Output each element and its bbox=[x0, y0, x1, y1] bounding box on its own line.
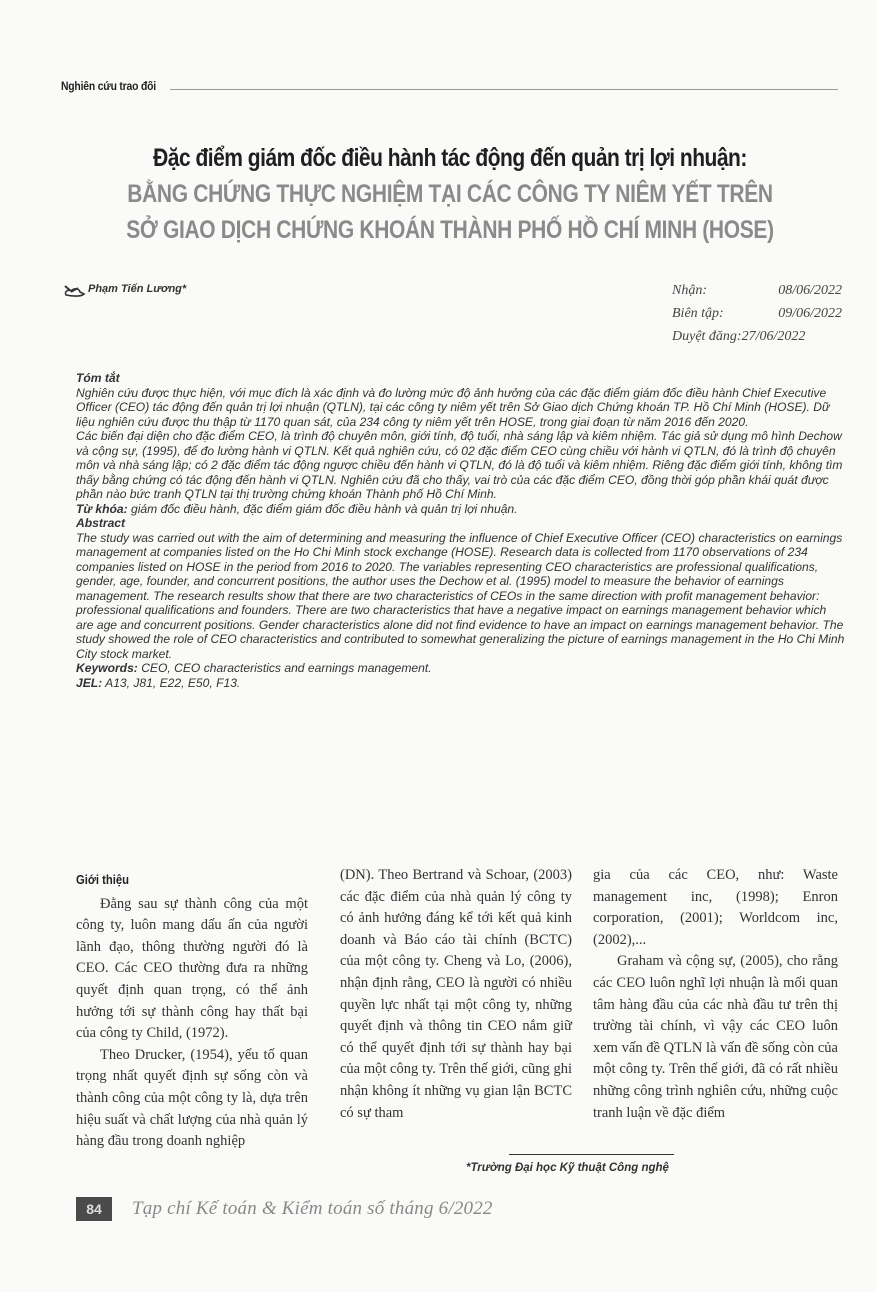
body-paragraph: gia của các CEO, như: Waste management inc, (1998); Enron corporation, (2001); Worldcom inc, (2002),... bbox=[593, 867, 838, 948]
body-paragraph: Đằng sau sự thành công của một công ty, luôn mang dấu ấn của người lãnh đạo, thông thường người đó là CEO. Các CEO thường đưa ra những quyết định quan trọng, có thể ảnh hưởng tới sự thành công hay thất bại của công ty Child, (1972). bbox=[76, 895, 308, 1042]
body-column-2 bbox=[340, 865, 572, 1124]
date-received bbox=[672, 279, 842, 302]
section-divider bbox=[170, 89, 838, 90]
date-edited bbox=[672, 302, 842, 325]
abstract-vi-paragraph-1: Nghiên cứu được thực hiện, với mục đích là xác định và đo lường mức độ ảnh hưởng của các đặc điểm giám đốc điều hành Chief Executive Officer (CEO) tác động đến quản trị lợi nhuận (QTLN), tại các công ty niêm yết trên Sở Giao dịch Chứng khoán TP. Hồ Chí Minh (HOSE). Dữ liệu nghiên cứu được thu thập từ 1170 quan sát, của 234 công ty niêm yết trên HOSE, trong giai đoạn từ năm 2016 đến 2020. bbox=[76, 385, 830, 429]
section-header bbox=[61, 76, 838, 98]
date-label: Nhận: bbox=[672, 283, 707, 298]
body-paragraph: Theo Drucker, (1954), yếu tố quan trọng nhất quyết định sự sống còn và thành công của một công ty là, dựa trên hiệu suất và chất lượng của nhà quản lý hàng đầu trong doanh nghiệp bbox=[76, 1046, 308, 1150]
date-value: 27/06/2022 bbox=[741, 329, 806, 344]
jel-codes bbox=[76, 676, 846, 691]
keywords-en-label: Keywords: bbox=[76, 661, 138, 675]
page-footer bbox=[76, 1197, 493, 1221]
abstract-vi-heading: Tóm tắt bbox=[76, 371, 120, 385]
keywords-vi-text: giám đốc điều hành, đặc điểm giám đốc điều hành và quản trị lợi nhuận. bbox=[131, 501, 518, 516]
body-column-3 bbox=[593, 865, 838, 1124]
jel-label: JEL: bbox=[76, 675, 103, 690]
footnote-divider bbox=[509, 1154, 674, 1155]
abstract-block bbox=[76, 371, 846, 690]
keywords-en bbox=[76, 661, 846, 676]
body-columns bbox=[76, 867, 838, 1170]
keywords-vi bbox=[76, 502, 846, 517]
journal-name: Tạp chí Kế toán & Kiểm toán số tháng 6/2022 bbox=[132, 1198, 493, 1219]
date-value: 09/06/2022 bbox=[778, 306, 842, 321]
author-byline bbox=[62, 280, 186, 298]
author-affiliation-footnote: *Trường Đại học Kỹ thuật Công nghệ bbox=[466, 1162, 669, 1174]
pen-writing-icon bbox=[62, 280, 86, 298]
abstract-en-paragraph: The study was carried out with the aim of determining and measuring the influence of Chief Executive Officer (CEO) characteristics on earnings management at companies listed on the Ho Chi Minh stock exchange (HOSE). Research data is collected from 1170 observations of 234 companies listed on HOSE in the period from 2016 to 2020. The variables representing CEO characteristics are professional qualifications, gender, age, founder, and concurrent positions, the author uses the Dechow et al. (1995) model to measure the behavior of earnings management. The research results show that there are two characteristics of CEOs in the same direction with profit management behavior: professional qualifications and founders. There are two characteristics that have a negative impact on earnings management behavior which are age and concurrent positions. Gender characteristics alone did not find evidence to have an impact on earnings management behavior. The study showed the role of CEO characteristics and contributed to somewhat generalizing the picture of earnings management in the Ho Chi Minh City stock market. bbox=[76, 530, 845, 661]
date-approved bbox=[672, 325, 842, 348]
body-paragraph: Graham và cộng sự, (2005), cho rằng các CEO luôn nghĩ lợi nhuận là mối quan tâm hàng đầu của các nhà đầu tư trên thị trường tài chính, vì vậy các CEO luôn xem vấn đề QTLN là vấn đề sống còn của một công ty. Trên thế giới, đã có rất nhiều những công trình nghiên cứu, những cuộc tranh luận về đặc điểm bbox=[593, 953, 838, 1121]
keywords-en-text: CEO, CEO characteristics and earnings management. bbox=[141, 661, 432, 675]
date-label: Biên tập: bbox=[672, 306, 724, 321]
keywords-vi-label: Từ khóa: bbox=[76, 501, 128, 516]
section-label: Nghiên cứu trao đổi bbox=[61, 81, 156, 93]
jel-text: A13, J81, E22, E50, F13. bbox=[105, 675, 241, 690]
body-column-1 bbox=[76, 870, 308, 1153]
title-main: Đặc điểm giám đốc điều hành tác động đến quản trị lợi nhuận: bbox=[153, 144, 747, 172]
abstract-en-heading: Abstract bbox=[76, 516, 126, 530]
title-subtitle-line-1: BẰNG CHỨNG THỰC NGHIỆM TẠI CÁC CÔNG TY NIÊM YẾT TRÊN bbox=[127, 180, 773, 208]
author-name: Phạm Tiến Lương* bbox=[88, 283, 187, 295]
page-number: 84 bbox=[76, 1197, 112, 1221]
body-paragraph: (DN). Theo Bertrand và Schoar, (2003) các đặc điểm của nhà quản lý công ty có ảnh hưởng đáng kể tới kết quả kinh doanh và Báo cáo tài chính (BCTC) của một công ty. Cheng và Lo, (2006), nhận định rằng, CEO là người có nhiều quyền lực nhất tại một công ty, những quyết định và thông tin CEO nắm giữ có thể quyết định tới sự thành hay bại của một công ty. Trên thế giới, cũng ghi nhận không ít những vụ gian lận BCTC có sự tham bbox=[340, 867, 572, 1121]
article-title bbox=[60, 140, 840, 248]
intro-heading: Giới thiệu bbox=[76, 873, 130, 887]
date-label: Duyệt đăng: bbox=[672, 329, 742, 344]
abstract-vi-paragraph-2: Các biến đại diện cho đặc điểm CEO, là trình độ chuyên môn, giới tính, độ tuổi, nhà sáng lập và kiêm nhiệm. Tác giả sử dụng mô hình Dechow và cộng sự, (1995), để đo lường hành vi QTLN. Kết quả nghiên cứu, có 02 đặc điểm CEO cùng chiều với hành vi QTLN, đó là trình độ chuyên môn và nhà sáng lập; có 2 đặc điểm tác động ngược chiều đến hành vi QTLN, đó là độ tuổi và kiêm nhiệm. Riêng đặc điểm giới tính, không tìm thấy bằng chứng có tác động đến hành vi QTLN. Nghiên cứu đã cho thấy, vai trò của các đặc điểm CEO, đồng thời góp phần khái quát được phần nào bức tranh QTLN tại thị trường chứng khoán Thành phố Hồ Chí Minh. bbox=[76, 429, 843, 501]
title-subtitle-line-2: SỞ GIAO DỊCH CHỨNG KHOÁN THÀNH PHỐ HỒ CHÍ MINH (HOSE) bbox=[126, 216, 774, 244]
date-value: 08/06/2022 bbox=[778, 283, 842, 298]
article-dates bbox=[672, 279, 842, 348]
